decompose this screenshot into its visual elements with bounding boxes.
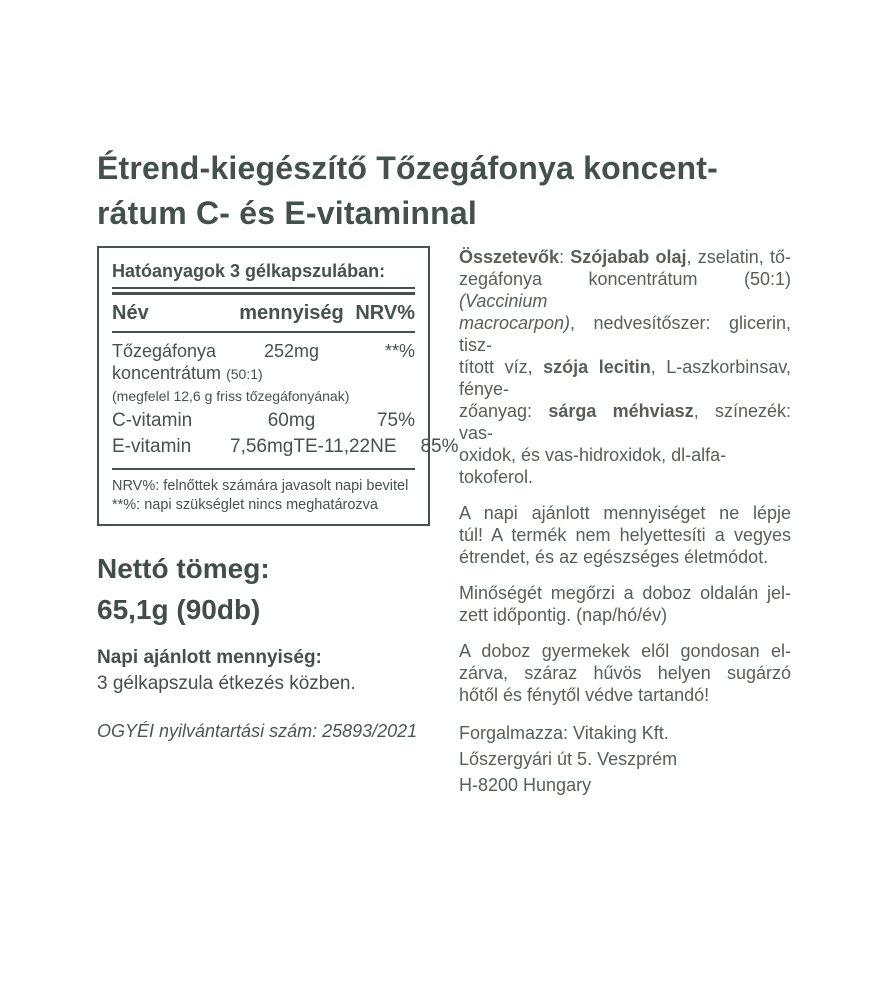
product-title: Étrend-kiegészítő Tőzegáfonya koncent- rátum C- és E-vitaminnal (97, 150, 719, 231)
column-header-name: Név (112, 302, 149, 324)
facts-footnotes: NRV%: felnőttek számára javasolt napi bevitel **%: napi szükséglet nincs meghatározva (112, 478, 409, 513)
nrv-cell: 75% (376, 410, 415, 431)
nrv-cell: **% (384, 341, 415, 361)
amount-cell: 252mg (263, 341, 320, 361)
table-row-vitamin-c (112, 409, 415, 433)
amount-cell: 60mg (267, 410, 316, 431)
divider-double (112, 287, 415, 295)
ingredient-name-cell: C-vitamin (112, 410, 193, 431)
daily-dose-label: Napi ajánlott mennyiség: (97, 647, 322, 668)
net-weight-value: 65,1g (90db) (97, 594, 261, 625)
ingredient-name-line1: Tőzegáfonya (112, 341, 217, 361)
amount-cell: 7,56mgTE-11,22NE (230, 436, 397, 457)
table-row-vitamin-e (112, 435, 459, 459)
facts-column-headers (112, 301, 415, 325)
warning-paragraph: A napi ajánlott mennyiséget ne lépje túl! A termék nem helyettesíti a vegyes étrendet, és az egészséges életmódot. (459, 503, 791, 567)
net-weight (97, 548, 430, 630)
right-column (459, 246, 791, 798)
ingredients-paragraph: Összetevők: Szójabab olaj, zselatin, tő- zegáfonya koncentrátum (50:1) (Vaccinium macrocarpon), nedvesítőszer: glicerin, tisz- tított víz, szója lecitin, L-aszkorbinsav, fénye- zőanyag: sárga méhviasz, színezék: vas- oxidok, és vas-hidroxidok, dl-alfa-tokoferol. (459, 247, 791, 487)
equivalence-note: (megfelel 12,6 g friss tőzegáfonyának) (112, 388, 350, 404)
left-column (97, 246, 459, 742)
ratio-note: (50:1) (226, 366, 263, 382)
ingredient-name-cell: E-vitamin (112, 436, 192, 457)
facts-panel-title: Hatóanyagok 3 gélkapszulában: (112, 261, 386, 281)
daily-dose-text: 3 gélkapszula étkezés közben. (97, 673, 356, 694)
storage-paragraph: A doboz gyermekek elől gondosan el- zárva, száraz hűvös helyen sugárzó hőtől és fénytől védve tartandó! (459, 641, 791, 705)
ingredient-name-line2: koncentrátum (50:1) (112, 363, 263, 383)
column-header-amount: mennyiség (239, 302, 344, 324)
supplement-facts-panel (97, 246, 459, 526)
distributor-block: Forgalmazza: Vitaking Kft. Lőszergyári út 5. Veszprém H-8200 Hungary (459, 723, 678, 795)
daily-dose (97, 645, 430, 697)
column-header-nrv: NRV% (355, 302, 415, 324)
registration-number: OGYÉI nyilvántartási szám: 25893/2021 (97, 721, 418, 741)
quality-paragraph: Minőségét megőrzi a doboz oldalán jel- zett időpontig. (nap/hó/év) (459, 583, 791, 625)
table-row-cranberry (112, 340, 415, 405)
two-column-layout (97, 246, 791, 798)
nrv-cell: 85% (420, 436, 459, 457)
net-weight-label: Nettó tömeg: (97, 553, 270, 584)
divider (112, 331, 415, 333)
label-content (97, 146, 791, 798)
divider (112, 468, 415, 470)
